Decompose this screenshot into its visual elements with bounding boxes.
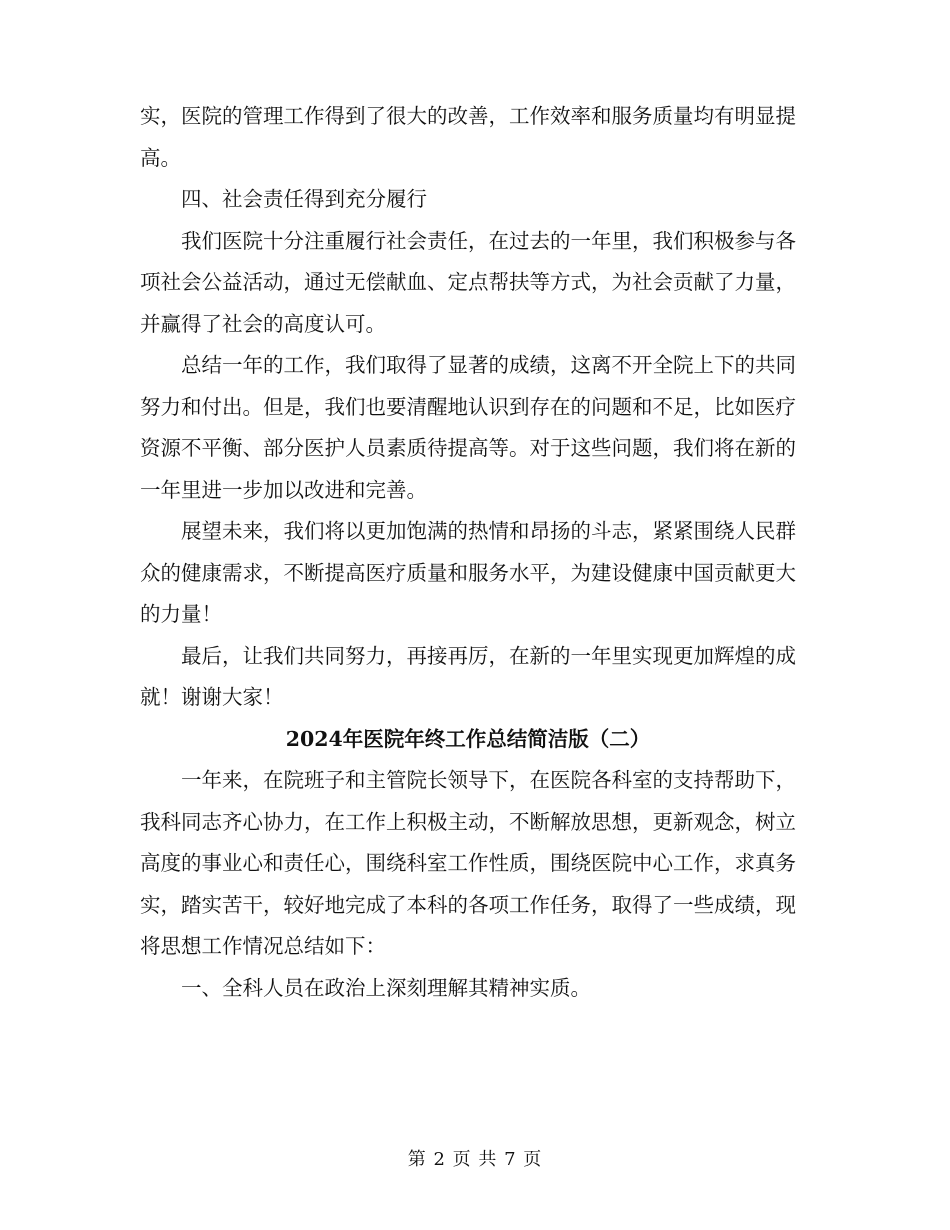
document-body (140, 96, 796, 1009)
section-heading-social-responsibility: 四、社会责任得到充分履行 (181, 187, 427, 211)
paragraph-outlook: 展望未来，我们将以更加饱满的热情和昂扬的斗志，紧紧围绕人民群众的健康需求，不断提高医疗质量和服务水平，为建设健康中国贡献更大的力量！ (140, 519, 796, 626)
page-number-footer: 第 2 页 共 7 页 (407, 1149, 543, 1170)
paragraph-summary: 总结一年的工作，我们取得了显著的成绩，这离不开全院上下的共同努力和付出。但是，我们也要清醒地认识到存在的问题和不足，比如医疗资源不平衡、部分医护人员素质待提高等。对于这些问题，我们将在新的一年里进一步加以改进和完善。 (140, 353, 796, 502)
paragraph-social-responsibility: 我们医院十分注重履行社会责任，在过去的一年里，我们积极参与各项社会公益活动，通过无偿献血、定点帮扶等方式，为社会贡献了力量，并赢得了社会的高度认可。 (140, 228, 796, 336)
paragraph-continuation: 实，医院的管理工作得到了很大的改善，工作效率和服务质量均有明显提高。 (140, 104, 796, 170)
paragraph-closing: 最后，让我们共同努力，再接再厉，在新的一年里实现更加辉煌的成就！谢谢大家！ (140, 643, 796, 709)
section-heading-political: 一、全科人员在政治上深刻理解其精神实质。 (181, 975, 591, 1000)
section-title-part-two: 2024年医院年终工作总结简洁版（二） (285, 726, 651, 751)
paragraph-intro-part-two: 一年来，在院班子和主管院长领导下，在医院各科室的支持帮助下，我科同志齐心协力，在工作上积极主动，不断解放思想，更新观念，树立高度的事业心和责任心，围绕科室工作性质，围绕医院中心工作，求真务实，踏实苦干，较好地完成了本科的各项工作任务，取得了一些成绩，现将思想工作情况总结如下： (140, 768, 796, 958)
